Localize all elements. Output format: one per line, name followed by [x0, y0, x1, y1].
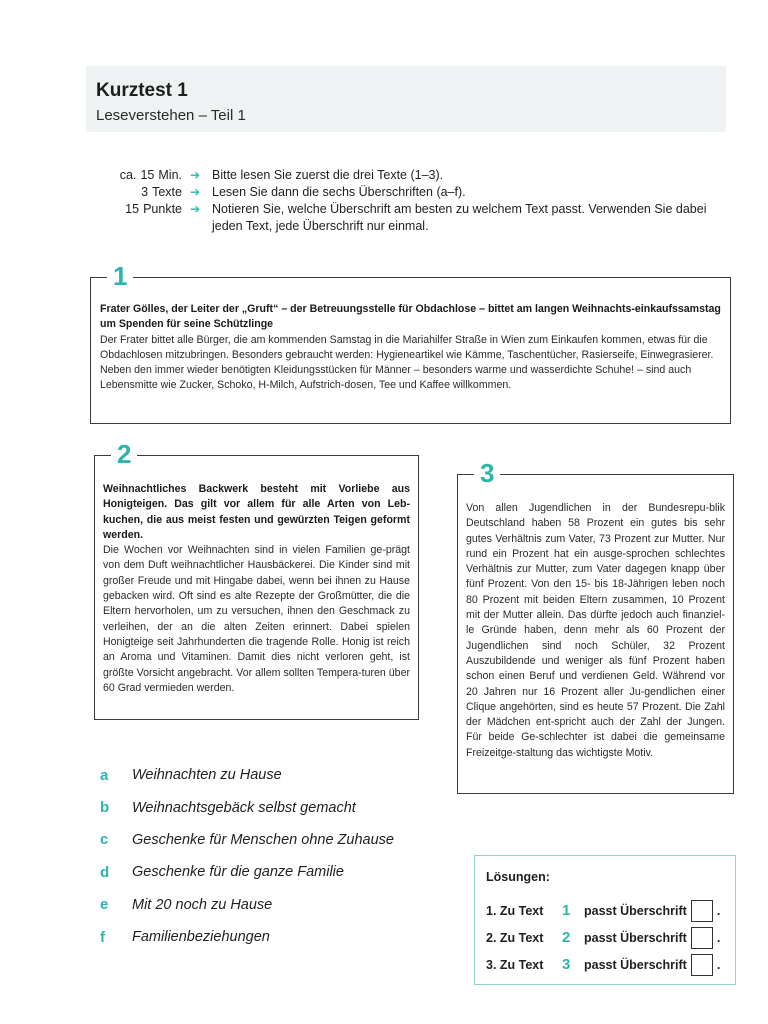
solution-period: .	[716, 903, 721, 918]
option-item	[100, 824, 460, 856]
option-letter: e	[100, 896, 109, 914]
instruction-number: 15	[125, 202, 140, 216]
solutions-title: Lösungen:	[486, 870, 550, 884]
text-number-2: 2	[111, 440, 137, 468]
option-letter: f	[100, 928, 105, 946]
option-letter: d	[100, 863, 110, 881]
instruction-text: Bitte lesen Sie zuerst die drei Texte (1–3).	[212, 168, 444, 182]
heading-options	[100, 759, 460, 953]
instruction-unit: Punkte	[143, 202, 182, 216]
text-1-heading: Frater Gölles, der Leiter der „Gruft“ – der Betreuungsstelle für Obdachlose – bittet am langen Weihnachts-einkaufssamstag um Spenden für seine Schützlinge	[100, 303, 721, 331]
solution-number: 1	[562, 902, 571, 919]
option-item	[100, 921, 460, 953]
text-box-3	[457, 458, 734, 794]
page-header	[86, 66, 726, 132]
solution-label: 2. Zu Text	[486, 930, 544, 945]
answer-box[interactable]	[691, 954, 713, 976]
instruction-number: 3	[141, 185, 149, 199]
solution-suffix: passt Überschrift	[584, 930, 687, 945]
option-text: Geschenke für die ganze Familie	[132, 864, 344, 881]
instruction-unit: Texte	[152, 185, 182, 199]
option-letter: b	[100, 799, 110, 817]
text-number-1: 1	[107, 262, 133, 290]
solution-row	[486, 897, 735, 924]
arrow-right-icon: ➔	[190, 202, 201, 216]
text-number-3: 3	[474, 459, 500, 487]
instruction-text: Notieren Sie, welche Überschrift am besten zu welchem Text passt. Verwenden Sie dabei jeden Text, jede Überschrift nur einmal.	[212, 202, 707, 233]
text-1-body: Der Frater bittet alle Bürger, die am kommenden Samstag in die Mariahilfer Straße in Wien zum Einkaufen kommen, etwas für die Obdachlosen mitzubringen. Besonders gebraucht werden: Hygieneartikel wie Kämme, Taschentücher, Rasierseife, Einwegrasierer. Neben den immer wieder benötigten Kleidungsstücken für Männer – besonders warme und wasserdichte Schuhe! – sind auch Lebensmitte wie Zucker, Schoko, H-Milch, Aufstrich-dosen, Tee und Kaffee willkommen.	[100, 333, 714, 392]
arrow-right-icon: ➔	[190, 185, 201, 199]
text-box-1	[90, 261, 731, 424]
instruction-prefix: ca.	[119, 168, 137, 182]
option-item	[100, 889, 460, 921]
text-3-body: Von allen Jugendlichen in der Bundesrepu-blik Deutschland haben 58 Prozent ein gutes bis sehr gutes Verhältnis zum Vater, 73 Prozent zur Mutter. Nur rund ein Prozent hat ein ausge-sprochen schlechtes Verhältnis zur Mutter, zum Vater dagegen knapp über fünf Prozent. Von den 15- bis 18-Jährigen leben noch 80 Prozent mit beiden Eltern zusammen, 10 Prozent mit der Mutter allein. Das dürfte jedoch auch finanziel-le Gründe haben, denn mehr als 60 Prozent der Jugendlichen sind noch Schüler, 32 Prozent Auszubildende und weniger als fünf Prozent haben schon einen Beruf und verdienen Geld. Während vor 20 Jahren nur 16 Prozent aller Ju-gendlichen einer Clique angehörten, sind es heute 57 Prozent. Die Zahl der Mädchen ent-spricht auch der Zahl der Jungen. Für beide Ge-schlechter ist dabei die gemeinsame Freizeitge-staltung das wichtigste Motiv.	[466, 502, 725, 759]
solution-label: 3. Zu Text	[486, 957, 544, 972]
option-item	[100, 759, 460, 791]
arrow-right-icon: ➔	[190, 168, 201, 182]
page-subtitle: Leseverstehen – Teil 1	[96, 107, 246, 124]
instruction-text: Lesen Sie dann die sechs Überschriften (a–f).	[212, 185, 466, 199]
solution-number: 3	[562, 956, 571, 973]
option-text: Weihnachten zu Hause	[132, 767, 282, 784]
answer-box[interactable]	[691, 900, 713, 922]
instructions	[86, 167, 726, 235]
solutions-box	[474, 855, 736, 985]
option-item	[100, 791, 460, 823]
option-text: Familienbeziehungen	[132, 929, 270, 946]
solution-suffix: passt Überschrift	[584, 957, 687, 972]
instruction-row	[86, 167, 726, 184]
option-text: Mit 20 noch zu Hause	[132, 896, 273, 913]
text-2-body: Die Wochen vor Weihnachten sind in vielen Familien ge-prägt von dem Duft weihnachtlicher Hausbäckerei. Die Kinder sind mit großer Freude und mit Hingabe dabei, wenn bei ihnen zu Hause gebacken wird. Oft sind es alte Rezepte der Großmütter, die die Eltern hervorholen, um zu versuchen, ihnen den Geschmack zu verleihen, der an die alten Zeiten erinnert. Dabei spielen Honigteige seit Jahrhunderten die tragende Rolle. Honig ist reich an Aroma und Vitaminen. Damit dies nicht verloren geht, ist größte Vorsicht angebracht. Vor allem sollten Tempera-turen über 60 Grad vermieden werden.	[103, 544, 410, 694]
instruction-row	[86, 201, 726, 235]
text-2-heading: Weihnachtliches Backwerk besteht mit Vorliebe aus Honigteigen. Das gilt vor allem für alle Arten von Leb-kuchen, die aus meist festen und gewürzten Teigen geformt werden.	[103, 483, 410, 541]
solution-row	[486, 951, 735, 978]
solution-label: 1. Zu Text	[486, 903, 544, 918]
page-title: Kurztest 1	[96, 80, 188, 101]
solution-number: 2	[562, 929, 571, 946]
solution-period: .	[716, 930, 721, 945]
solution-suffix: passt Überschrift	[584, 903, 687, 918]
instruction-unit: Min.	[158, 168, 182, 182]
option-item	[100, 856, 460, 888]
solution-period: .	[716, 957, 721, 972]
text-box-2	[94, 439, 419, 720]
instruction-number: 15	[140, 168, 155, 182]
option-text: Geschenke für Menschen ohne Zuhause	[132, 831, 394, 848]
option-text: Weihnachtsgebäck selbst gemacht	[132, 799, 356, 816]
answer-box[interactable]	[691, 927, 713, 949]
option-letter: c	[100, 831, 109, 849]
option-letter: a	[100, 766, 109, 784]
instruction-row	[86, 184, 726, 201]
solution-row	[486, 924, 735, 951]
